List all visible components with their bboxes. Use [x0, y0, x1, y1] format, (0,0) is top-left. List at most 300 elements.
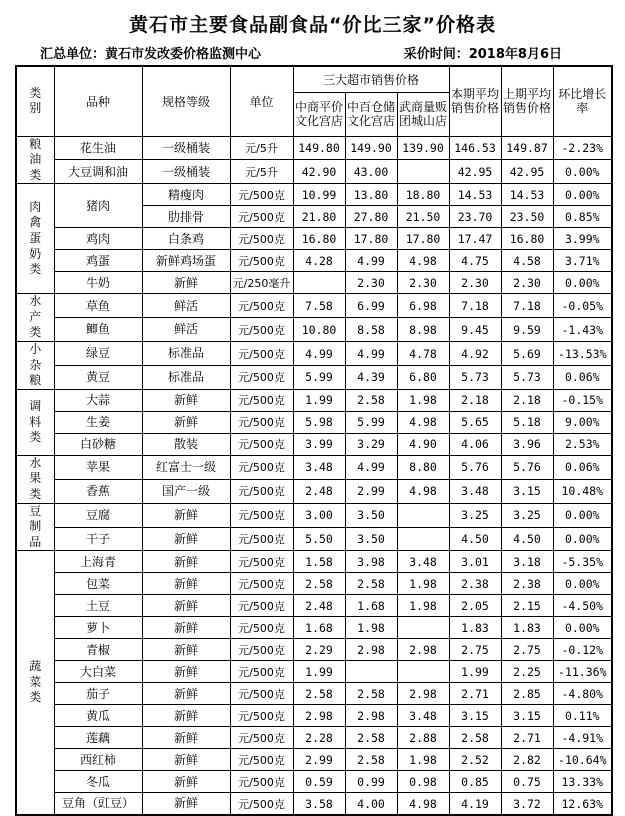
price-supermarket-2-cell: 149.90 [345, 136, 397, 160]
spec-cell: 鲜活 [142, 294, 230, 318]
category-label: 肉禽蛋奶类 [29, 199, 42, 277]
unit-cell: 元/500克 [230, 503, 293, 527]
table-row [16, 727, 612, 749]
current-avg-cell: 3.25 [449, 503, 501, 527]
price-supermarket-1-cell: 4.99 [293, 342, 345, 366]
price-supermarket-1-cell: 3.48 [293, 455, 345, 479]
unit-cell: 元/500克 [230, 595, 293, 617]
growth-cell: 0.00% [553, 527, 612, 551]
growth-cell: 12.63% [553, 793, 612, 815]
growth-cell: -5.35% [553, 551, 612, 573]
price-supermarket-1-cell: 4.28 [293, 250, 345, 272]
price-supermarket-3-cell [397, 160, 449, 184]
current-avg-cell: 3.01 [449, 551, 501, 573]
price-supermarket-2-cell: 2.58 [345, 389, 397, 411]
variety-cell: 莲藕 [54, 727, 142, 749]
previous-avg-cell: 42.95 [501, 160, 553, 184]
price-supermarket-3-cell: 6.98 [397, 294, 449, 318]
previous-avg-cell: 5.76 [501, 455, 553, 479]
spec-cell: 新鲜 [142, 551, 230, 573]
variety-cell: 大白菜 [54, 661, 142, 683]
unit-cell: 元/500克 [230, 661, 293, 683]
current-avg-cell: 1.83 [449, 617, 501, 639]
previous-avg-cell: 2.15 [501, 595, 553, 617]
table-row [16, 228, 612, 250]
unit-cell: 元/500克 [230, 389, 293, 411]
variety-cell: 苹果 [54, 455, 142, 479]
table-row [16, 389, 612, 411]
unit-cell: 元/250毫升 [230, 272, 293, 294]
current-avg-cell: 2.38 [449, 573, 501, 595]
price-supermarket-3-cell: 6.80 [397, 365, 449, 389]
previous-avg-cell: 149.87 [501, 136, 553, 160]
variety-cell: 豆角（豇豆） [54, 793, 142, 815]
growth-cell: 0.00% [553, 184, 612, 206]
price-supermarket-1-cell: 10.80 [293, 318, 345, 342]
table-row [16, 617, 612, 639]
current-avg-cell: 5.73 [449, 365, 501, 389]
unit-cell: 元/500克 [230, 793, 293, 815]
price-supermarket-2-cell: 1.98 [345, 617, 397, 639]
growth-cell: -0.05% [553, 294, 612, 318]
growth-cell: 0.00% [553, 573, 612, 595]
spec-cell: 新鲜 [142, 727, 230, 749]
unit-cell: 元/500克 [230, 250, 293, 272]
price-supermarket-2-cell: 13.80 [345, 184, 397, 206]
variety-cell: 大蒜 [54, 389, 142, 411]
price-supermarket-2-cell: 4.99 [345, 250, 397, 272]
variety-cell: 冬瓜 [54, 771, 142, 793]
unit-cell: 元/500克 [230, 318, 293, 342]
previous-avg-cell: 0.75 [501, 771, 553, 793]
spec-cell: 新鲜 [142, 595, 230, 617]
growth-cell: 0.00% [553, 617, 612, 639]
price-supermarket-3-cell: 4.98 [397, 411, 449, 433]
price-supermarket-2-cell: 4.99 [345, 455, 397, 479]
growth-cell: 0.06% [553, 365, 612, 389]
table-row [16, 136, 612, 160]
table-row [16, 250, 612, 272]
price-supermarket-2-cell: 27.80 [345, 206, 397, 228]
unit-cell: 元/500克 [230, 617, 293, 639]
category-label: 豆制品 [29, 503, 42, 549]
growth-cell: 0.06% [553, 455, 612, 479]
previous-avg-cell: 2.30 [501, 272, 553, 294]
price-supermarket-3-cell: 3.48 [397, 705, 449, 727]
unit-cell: 元/500克 [230, 411, 293, 433]
variety-cell: 包菜 [54, 573, 142, 595]
table-row [16, 661, 612, 683]
price-supermarket-1-cell [293, 272, 345, 294]
spec-cell: 新鲜 [142, 705, 230, 727]
table-row [16, 184, 612, 206]
variety-cell: 鲫鱼 [54, 318, 142, 342]
table-row [16, 503, 612, 527]
growth-cell: 0.00% [553, 272, 612, 294]
spec-cell: 鲜活 [142, 318, 230, 342]
price-supermarket-3-cell: 4.98 [397, 793, 449, 815]
variety-cell: 干子 [54, 527, 142, 551]
unit-cell: 元/500克 [230, 727, 293, 749]
previous-avg-cell: 3.15 [501, 705, 553, 727]
price-date-label: 采价时间：2018年8月6日 [403, 47, 562, 62]
price-supermarket-1-cell: 7.58 [293, 294, 345, 318]
header-supermarket-group: 三大超市销售价格 [293, 66, 449, 92]
spec-cell: 新鲜 [142, 617, 230, 639]
category-cell [16, 455, 54, 503]
spec-cell: 新鲜 [142, 411, 230, 433]
table-row [16, 749, 612, 771]
category-cell [16, 551, 54, 815]
table-row [16, 683, 612, 705]
growth-cell: 9.00% [553, 411, 612, 433]
category-label: 小杂粮 [29, 342, 42, 388]
price-supermarket-3-cell [397, 661, 449, 683]
spec-cell: 新鲜 [142, 272, 230, 294]
unit-cell: 元/500克 [230, 749, 293, 771]
unit-cell: 元/500克 [230, 294, 293, 318]
current-avg-cell: 5.65 [449, 411, 501, 433]
variety-cell: 黄瓜 [54, 705, 142, 727]
price-supermarket-2-cell: 2.30 [345, 272, 397, 294]
header-category [16, 66, 54, 136]
price-supermarket-1-cell: 5.99 [293, 365, 345, 389]
previous-avg-cell: 2.38 [501, 573, 553, 595]
category-label: 水产类 [29, 294, 42, 340]
price-supermarket-3-cell: 0.98 [397, 771, 449, 793]
current-avg-cell: 4.75 [449, 250, 501, 272]
variety-cell: 豆腐 [54, 503, 142, 527]
price-supermarket-1-cell: 2.98 [293, 705, 345, 727]
current-avg-cell: 2.18 [449, 389, 501, 411]
growth-cell: -0.12% [553, 639, 612, 661]
table-body [16, 136, 612, 815]
price-supermarket-1-cell: 1.99 [293, 661, 345, 683]
variety-cell: 萝卜 [54, 617, 142, 639]
unit-cell: 元/500克 [230, 184, 293, 206]
header-previous-avg: 上期平均销售价格 [501, 66, 553, 136]
spec-cell: 新鲜 [142, 639, 230, 661]
price-supermarket-1-cell: 3.99 [293, 433, 345, 455]
spec-cell: 标准品 [142, 365, 230, 389]
spec-cell: 新鲜鸡场蛋 [142, 250, 230, 272]
spec-cell: 红富士一级 [142, 455, 230, 479]
header-supermarket-2: 中百仓储文化宫店 [345, 92, 397, 136]
current-avg-cell: 7.18 [449, 294, 501, 318]
spec-cell: 新鲜 [142, 661, 230, 683]
price-supermarket-2-cell: 0.99 [345, 771, 397, 793]
header-unit: 单位 [230, 66, 293, 136]
price-supermarket-1-cell: 2.48 [293, 479, 345, 503]
variety-cell: 鸡蛋 [54, 250, 142, 272]
growth-cell: -1.43% [553, 318, 612, 342]
price-supermarket-2-cell: 2.98 [345, 639, 397, 661]
previous-avg-cell: 3.72 [501, 793, 553, 815]
price-supermarket-3-cell [397, 503, 449, 527]
unit-cell: 元/500克 [230, 551, 293, 573]
spec-cell: 国产一级 [142, 479, 230, 503]
table-row [16, 342, 612, 366]
price-supermarket-3-cell: 2.30 [397, 272, 449, 294]
price-supermarket-1-cell: 3.58 [293, 793, 345, 815]
price-supermarket-1-cell: 2.29 [293, 639, 345, 661]
price-supermarket-2-cell: 2.58 [345, 749, 397, 771]
price-supermarket-3-cell [397, 617, 449, 639]
current-avg-cell: 2.75 [449, 639, 501, 661]
price-supermarket-3-cell: 1.98 [397, 749, 449, 771]
unit-cell: 元/500克 [230, 527, 293, 551]
price-supermarket-3-cell: 4.98 [397, 479, 449, 503]
growth-cell: -11.36% [553, 661, 612, 683]
table-row [16, 771, 612, 793]
unit-cell: 元/500克 [230, 705, 293, 727]
variety-cell: 绿豆 [54, 342, 142, 366]
table-row [16, 294, 612, 318]
unit-cell: 元/500克 [230, 455, 293, 479]
price-supermarket-3-cell: 1.98 [397, 389, 449, 411]
growth-cell: -4.80% [553, 683, 612, 705]
meta-row [15, 43, 610, 62]
price-supermarket-3-cell: 2.98 [397, 639, 449, 661]
price-supermarket-3-cell: 17.80 [397, 228, 449, 250]
spec-cell: 新鲜 [142, 749, 230, 771]
current-avg-cell: 3.15 [449, 705, 501, 727]
spec-cell: 散装 [142, 433, 230, 455]
unit-cell: 元/500克 [230, 639, 293, 661]
unit-cell: 元/500克 [230, 433, 293, 455]
growth-cell: 0.11% [553, 705, 612, 727]
header-spec: 规格等级 [142, 66, 230, 136]
previous-avg-cell: 2.18 [501, 389, 553, 411]
growth-cell: 0.00% [553, 160, 612, 184]
spec-cell: 新鲜 [142, 771, 230, 793]
growth-cell: 0.00% [553, 503, 612, 527]
price-supermarket-2-cell: 3.50 [345, 503, 397, 527]
current-avg-cell: 146.53 [449, 136, 501, 160]
previous-avg-cell: 1.83 [501, 617, 553, 639]
table-row [16, 318, 612, 342]
price-supermarket-2-cell: 17.80 [345, 228, 397, 250]
table-row [16, 411, 612, 433]
growth-cell: -10.64% [553, 749, 612, 771]
price-supermarket-3-cell: 18.80 [397, 184, 449, 206]
price-supermarket-3-cell: 139.90 [397, 136, 449, 160]
price-supermarket-3-cell: 21.50 [397, 206, 449, 228]
category-label: 水果类 [29, 455, 42, 502]
price-supermarket-2-cell: 2.98 [345, 705, 397, 727]
price-supermarket-2-cell: 3.29 [345, 433, 397, 455]
price-supermarket-2-cell: 1.68 [345, 595, 397, 617]
price-supermarket-2-cell [345, 661, 397, 683]
previous-avg-cell: 7.18 [501, 294, 553, 318]
variety-cell: 大豆调和油 [54, 160, 142, 184]
table-row [16, 365, 612, 389]
spec-cell: 一级桶装 [142, 136, 230, 160]
price-supermarket-1-cell: 5.98 [293, 411, 345, 433]
table-row [16, 639, 612, 661]
price-supermarket-1-cell: 3.00 [293, 503, 345, 527]
price-supermarket-1-cell: 0.59 [293, 771, 345, 793]
price-supermarket-3-cell: 2.88 [397, 727, 449, 749]
header-category-label: 类别 [29, 85, 42, 116]
spec-cell: 新鲜 [142, 683, 230, 705]
previous-avg-cell: 2.75 [501, 639, 553, 661]
category-cell [16, 184, 54, 294]
unit-cell: 元/500克 [230, 206, 293, 228]
current-avg-cell: 42.95 [449, 160, 501, 184]
variety-cell: 西红柿 [54, 749, 142, 771]
price-supermarket-3-cell: 1.98 [397, 573, 449, 595]
table-row [16, 573, 612, 595]
price-supermarket-2-cell: 3.50 [345, 527, 397, 551]
price-supermarket-1-cell: 1.58 [293, 551, 345, 573]
price-supermarket-1-cell: 16.80 [293, 228, 345, 250]
growth-cell: 0.85% [553, 206, 612, 228]
table-row [16, 433, 612, 455]
price-supermarket-3-cell [397, 527, 449, 551]
current-avg-cell: 2.52 [449, 749, 501, 771]
price-supermarket-3-cell: 1.98 [397, 595, 449, 617]
price-table [15, 65, 613, 816]
previous-avg-cell: 5.69 [501, 342, 553, 366]
unit-cell: 元/500克 [230, 365, 293, 389]
unit-cell: 元/5升 [230, 160, 293, 184]
table-row [16, 551, 612, 573]
header-row-1 [16, 66, 612, 92]
current-avg-cell: 2.30 [449, 272, 501, 294]
growth-cell: 3.99% [553, 228, 612, 250]
current-avg-cell: 4.50 [449, 527, 501, 551]
table-row [16, 527, 612, 551]
price-supermarket-1-cell: 5.50 [293, 527, 345, 551]
growth-cell: -2.23% [553, 136, 612, 160]
current-avg-cell: 14.53 [449, 184, 501, 206]
variety-cell: 白砂糖 [54, 433, 142, 455]
previous-avg-cell: 3.25 [501, 503, 553, 527]
variety-cell: 土豆 [54, 595, 142, 617]
current-avg-cell: 4.92 [449, 342, 501, 366]
current-avg-cell: 4.06 [449, 433, 501, 455]
price-supermarket-3-cell: 2.98 [397, 683, 449, 705]
previous-avg-cell: 2.82 [501, 749, 553, 771]
price-supermarket-2-cell: 6.99 [345, 294, 397, 318]
variety-cell: 香蕉 [54, 479, 142, 503]
variety-cell: 生姜 [54, 411, 142, 433]
price-supermarket-1-cell: 1.99 [293, 389, 345, 411]
price-supermarket-2-cell: 4.99 [345, 342, 397, 366]
variety-cell: 鸡肉 [54, 228, 142, 250]
previous-avg-cell: 5.73 [501, 365, 553, 389]
previous-avg-cell: 5.18 [501, 411, 553, 433]
price-supermarket-2-cell: 4.39 [345, 365, 397, 389]
current-avg-cell: 5.76 [449, 455, 501, 479]
page-title: 黄石市主要食品副食品“价比三家”价格表 [129, 14, 496, 36]
spec-cell: 新鲜 [142, 573, 230, 595]
table-row [16, 595, 612, 617]
previous-avg-cell: 14.53 [501, 184, 553, 206]
previous-avg-cell: 23.50 [501, 206, 553, 228]
growth-cell: 10.48% [553, 479, 612, 503]
previous-avg-cell: 4.58 [501, 250, 553, 272]
variety-cell: 茄子 [54, 683, 142, 705]
price-supermarket-2-cell: 4.00 [345, 793, 397, 815]
current-avg-cell: 9.45 [449, 318, 501, 342]
price-supermarket-2-cell: 8.58 [345, 318, 397, 342]
table-row [16, 272, 612, 294]
category-cell [16, 136, 54, 184]
header-growth: 环比增长率 [553, 66, 612, 136]
price-supermarket-2-cell: 2.58 [345, 573, 397, 595]
price-supermarket-2-cell: 2.58 [345, 727, 397, 749]
price-supermarket-1-cell: 149.80 [293, 136, 345, 160]
spec-cell: 新鲜 [142, 793, 230, 815]
header-variety: 品种 [54, 66, 142, 136]
price-supermarket-3-cell: 4.78 [397, 342, 449, 366]
header-supermarket-3: 武商量贩团城山店 [397, 92, 449, 136]
price-supermarket-1-cell: 2.99 [293, 749, 345, 771]
current-avg-cell: 1.99 [449, 661, 501, 683]
previous-avg-cell: 2.25 [501, 661, 553, 683]
variety-cell: 上海青 [54, 551, 142, 573]
unit-cell: 元/500克 [230, 771, 293, 793]
unit-cell: 元/500克 [230, 479, 293, 503]
price-supermarket-2-cell: 5.99 [345, 411, 397, 433]
previous-avg-cell: 4.50 [501, 527, 553, 551]
category-label: 粮油类 [29, 136, 42, 182]
price-supermarket-1-cell: 42.90 [293, 160, 345, 184]
previous-avg-cell: 16.80 [501, 228, 553, 250]
spec-cell: 精瘦肉 [142, 184, 230, 206]
growth-cell: -4.91% [553, 727, 612, 749]
category-cell [16, 503, 54, 551]
table-row [16, 160, 612, 184]
growth-cell: 3.71% [553, 250, 612, 272]
category-cell [16, 294, 54, 342]
price-supermarket-1-cell: 2.58 [293, 573, 345, 595]
price-supermarket-1-cell: 2.48 [293, 595, 345, 617]
table-row [16, 479, 612, 503]
price-supermarket-2-cell: 2.58 [345, 683, 397, 705]
previous-avg-cell: 2.85 [501, 683, 553, 705]
previous-avg-cell: 2.71 [501, 727, 553, 749]
table-row [16, 793, 612, 815]
price-supermarket-3-cell: 4.90 [397, 433, 449, 455]
price-supermarket-1-cell: 1.68 [293, 617, 345, 639]
price-supermarket-2-cell: 43.00 [345, 160, 397, 184]
growth-cell: 13.33% [553, 771, 612, 793]
price-supermarket-1-cell: 2.28 [293, 727, 345, 749]
variety-cell: 花生油 [54, 136, 142, 160]
price-supermarket-3-cell: 8.98 [397, 318, 449, 342]
price-supermarket-1-cell: 21.80 [293, 206, 345, 228]
spec-cell: 白条鸡 [142, 228, 230, 250]
current-avg-cell: 2.58 [449, 727, 501, 749]
variety-cell: 猪肉 [54, 184, 142, 228]
summary-unit-label: 汇总单位：黄石市发改委价格监测中心 [40, 47, 262, 62]
spec-cell: 肋排骨 [142, 206, 230, 228]
spec-cell: 新鲜 [142, 527, 230, 551]
price-supermarket-1-cell: 10.99 [293, 184, 345, 206]
header-supermarket-1: 中商平价文化宫店 [293, 92, 345, 136]
price-supermarket-3-cell: 8.80 [397, 455, 449, 479]
previous-avg-cell: 3.15 [501, 479, 553, 503]
price-supermarket-2-cell: 2.99 [345, 479, 397, 503]
current-avg-cell: 4.19 [449, 793, 501, 815]
spec-cell: 新鲜 [142, 503, 230, 527]
unit-cell: 元/5升 [230, 136, 293, 160]
price-supermarket-3-cell: 4.98 [397, 250, 449, 272]
growth-cell: -13.53% [553, 342, 612, 366]
